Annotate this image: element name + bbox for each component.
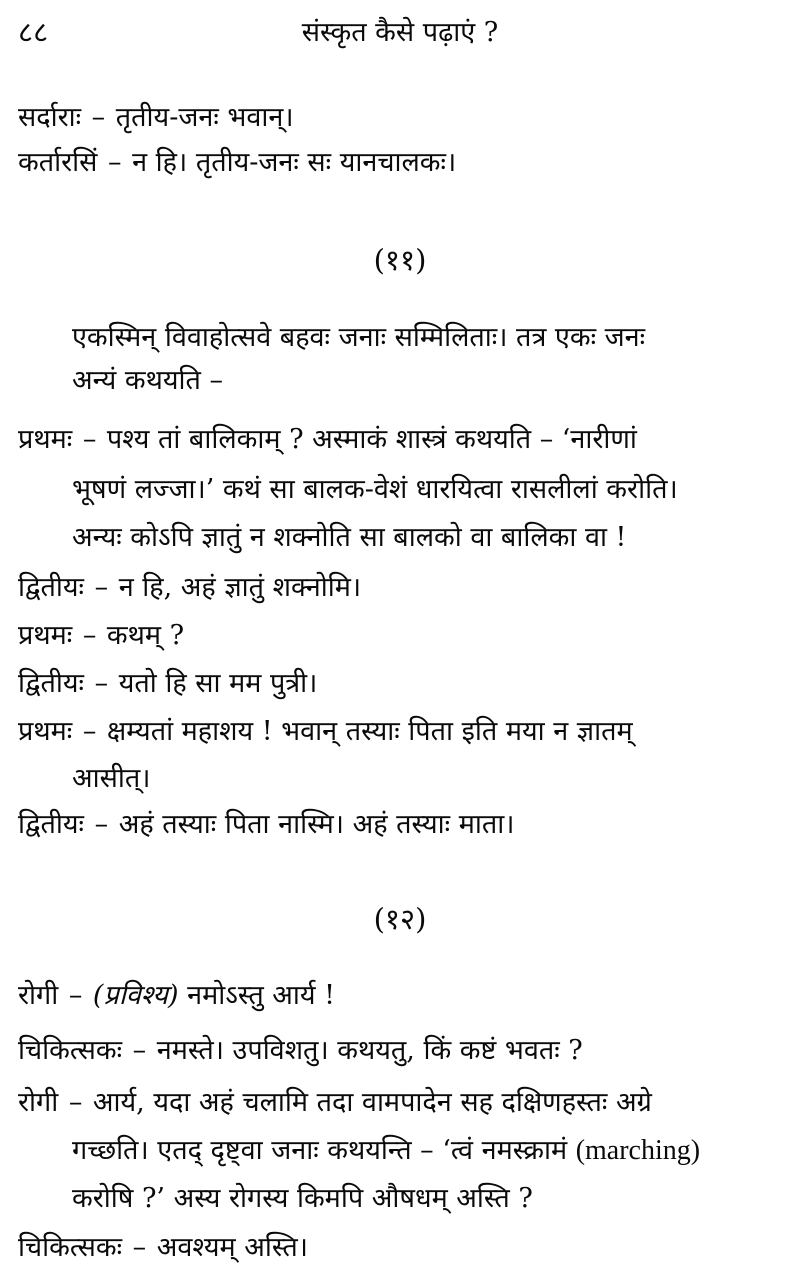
dialogue-text: क्षम्यतां महाशय ! भवान् तस्याः पिता इति मया न ज्ञातम् [106, 716, 633, 747]
speaker-name: कर्तारसिं [18, 147, 98, 178]
continuation-line: भूषणं लज्जा।’ कथं सा बालक-वेशं धारयित्वा रासलीलां करोति। [72, 474, 678, 505]
dialogue-text: कथम् ? [106, 620, 185, 651]
dialogue-text: तृतीय-जनः भवान्। [115, 102, 294, 133]
dialogue-text: नमस्ते। उपविशतु। कथयतु, किं कष्टं भवतः ? [156, 1035, 583, 1066]
dialogue-text: आर्य, यदा अहं चलामि तदा वामपादेन सह दक्षिणहस्तः अग्रे [92, 1087, 652, 1118]
dialogue-text: अवश्यम् अस्ति। [156, 1232, 308, 1263]
speaker-name: प्रथमः [18, 620, 73, 651]
intro-line: एकस्मिन् विवाहोत्सवे बहवः जनाः सम्मिलिताः। तत्र एकः जनः [72, 322, 646, 353]
dialogue-line [18, 143, 456, 183]
speaker-name: प्रथमः [18, 424, 73, 455]
dialogue-text: पश्य तां बालिकाम् ? अस्माकं शास्त्रं कथयति – ‘नारीणां [106, 424, 637, 455]
dash: – [82, 716, 97, 747]
continuation-line: अन्यः कोऽपि ज्ञातुं न शक्नोति सा बालको वा बालिका वा ! [72, 522, 627, 553]
dialogue-text: यतो हि सा मम पुत्री। [118, 668, 318, 699]
dialogue-text: न हि, अहं ज्ञातुं शक्नोमि। [118, 572, 362, 603]
continuation-line [72, 1131, 700, 1171]
speaker-name: सर्दाराः [18, 102, 82, 133]
dialogue-line [18, 1083, 652, 1123]
dash: – [108, 147, 122, 178]
dialogue-line [18, 976, 335, 1016]
dash: – [91, 102, 106, 133]
continuation-line: आसीत्। [72, 763, 151, 794]
dialogue-line [18, 712, 633, 752]
dash: – [68, 980, 83, 1011]
dash: – [94, 809, 109, 840]
speaker-name: प्रथमः [18, 716, 73, 747]
dash: – [132, 1232, 147, 1263]
page-number: ८८ [18, 15, 49, 49]
speaker-name: चिकित्सकः [18, 1035, 123, 1066]
dialogue-line [18, 420, 637, 460]
dialogue-line [18, 568, 361, 608]
dialogue-line [18, 1228, 308, 1268]
section-heading: (११) [373, 243, 427, 277]
dialogue-line [18, 616, 184, 656]
speaker-name: द्वितीयः [18, 809, 85, 840]
dialogue-line [18, 664, 317, 704]
speaker-name: रोगी [18, 980, 59, 1011]
stage-direction: (प्रविश्य) [92, 980, 179, 1011]
dialogue-text: न हि। तृतीय-जनः सः यानचालकः। [132, 147, 457, 178]
page-header [0, 12, 800, 52]
intro-line: अन्यं कथयति – [72, 365, 223, 396]
dash: – [68, 1087, 83, 1118]
dash: – [94, 668, 109, 699]
dialogue-text: अहं तस्याः पिता नास्मि। अहं तस्याः माता। [118, 809, 515, 840]
speaker-name: रोगी [18, 1087, 59, 1118]
english-gloss: (marching) [575, 1135, 701, 1166]
section-heading: (१२) [373, 902, 427, 936]
continuation-text: गच्छति। एतद् दृष्ट्वा जनाः कथयन्ति – ‘त्वं नमस्क्रामं [72, 1135, 568, 1166]
running-title: संस्कृत कैसे पढ़ाएं ? [301, 17, 499, 48]
continuation-line: करोषि ?’ अस्य रोगस्य किमपि औषधम् अस्ति ? [72, 1183, 533, 1214]
dialogue-line [18, 98, 294, 138]
dialogue-line [18, 805, 514, 845]
dash: – [82, 424, 97, 455]
dash: – [132, 1035, 147, 1066]
speaker-name: द्वितीयः [18, 668, 85, 699]
dash: – [94, 572, 109, 603]
dialogue-text: नमोऽस्तु आर्य ! [187, 980, 335, 1011]
speaker-name: चिकित्सकः [18, 1232, 123, 1263]
dash: – [82, 620, 97, 651]
speaker-name: द्वितीयः [18, 572, 85, 603]
dialogue-line [18, 1031, 583, 1071]
